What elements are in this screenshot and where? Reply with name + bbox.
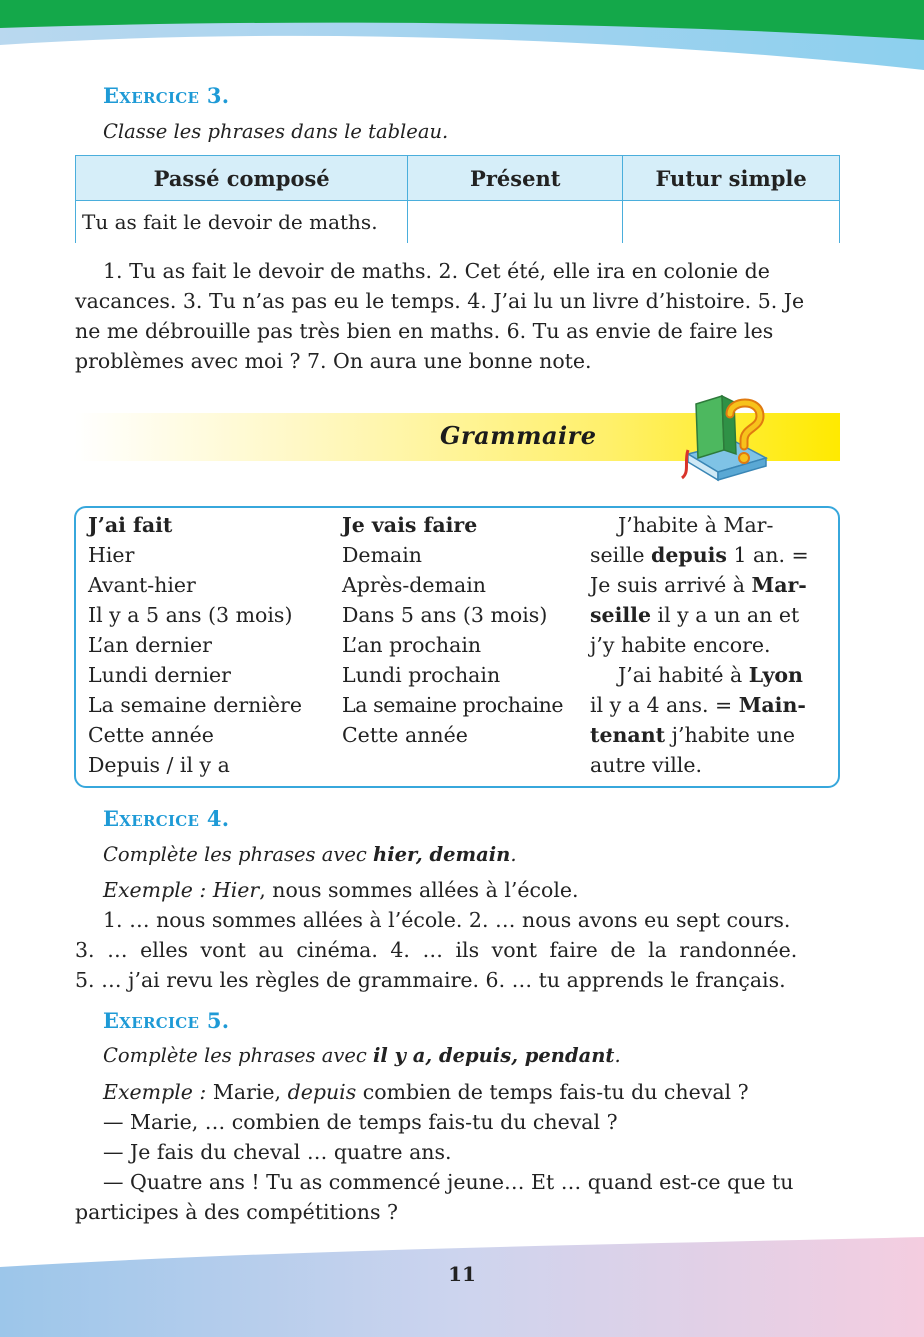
list-item: La semaine dernière (88, 693, 302, 717)
list-item: Il y a 5 ans (3 mois) (88, 603, 293, 627)
list-item: Avant-hier (88, 573, 196, 597)
page-number: 11 (448, 1262, 476, 1286)
sentence-line: problèmes avec moi ? 7. On aura une bonne note. (75, 349, 592, 373)
explanation-line: seille depuis 1 an. = (590, 543, 809, 567)
exercise-3-instruction: Classe les phrases dans le tableau. (103, 120, 449, 143)
exercise-4-title: Exercice 4. (103, 806, 230, 831)
table-cell-example: Tu as fait le devoir de maths. (76, 201, 408, 244)
list-item: Depuis / il y a (88, 753, 230, 777)
exercise-5-instruction: Complète les phrases avec il y a, depuis, pendant. (103, 1044, 621, 1067)
column-header-future: Je vais faire (342, 513, 478, 537)
exercise-3-sentences (75, 256, 840, 376)
list-item: Cette année (342, 723, 468, 747)
list-item: L’an dernier (88, 633, 212, 657)
table-cell-empty-present (408, 201, 623, 244)
sentence-line: 5. … j’ai revu les règles de grammaire. 6. … tu apprends le français. (75, 968, 786, 992)
grammar-column-past (88, 510, 302, 780)
top-decorative-band (0, 0, 924, 70)
explanation-line: seille il y a un an et (590, 603, 800, 627)
list-item: L’an prochain (342, 633, 482, 657)
list-item: La semaine prochaine (342, 693, 564, 717)
table-cell-empty-futur (623, 201, 840, 244)
list-item: Cette année (88, 723, 214, 747)
exercise-4-instruction: Complète les phrases avec hier, demain. (103, 843, 517, 866)
list-item: Hier (88, 543, 135, 567)
sentence-line: 3. … elles vont au cinéma. 4. … ils vont faire de la randonnée. (75, 938, 798, 962)
sentence-line: 1. Tu as fait le devoir de maths. 2. Cet été, elle ira en colonie de (103, 259, 770, 283)
column-header-past: J’ai fait (88, 513, 173, 537)
sentence-line: ne me débrouille pas très bien en maths. 6. Tu as envie de faire les (75, 319, 774, 343)
exercise-5-example: Exemple : Marie, depuis combien de temps fais-tu du cheval ? (103, 1080, 749, 1104)
dialogue-line: — Je fais du cheval … quatre ans. (103, 1140, 452, 1164)
list-item: Demain (342, 543, 422, 567)
explanation-line: Je suis arrivé à Mar- (590, 573, 807, 597)
explanation-line: autre ville. (590, 753, 703, 777)
exercise-4-sentences (75, 905, 840, 995)
sentence-line: 1. … nous sommes allées à l’école. 2. … nous avons eu sept cours. (103, 908, 791, 932)
header-present: Présent (408, 156, 623, 201)
grammar-column-explanation (590, 510, 809, 780)
explanation-line: il y a 4 ans. = Main- (590, 693, 806, 717)
list-item: Lundi dernier (88, 663, 231, 687)
grammar-column-future (342, 510, 563, 750)
tense-table (75, 155, 840, 243)
exercise-5-title: Exercice 5. (103, 1008, 230, 1033)
list-item: Lundi prochain (342, 663, 501, 687)
exercise-5-dialogue (75, 1107, 840, 1227)
bottom-decorative-band (0, 1237, 924, 1337)
dialogue-line: participes à des compétitions ? (75, 1200, 398, 1224)
explanation-line: j’y habite encore. (590, 633, 771, 657)
explanation-line: J’habite à Mar- (618, 513, 774, 537)
header-futur-simple: Futur simple (623, 156, 840, 201)
list-item: Après-demain (342, 573, 486, 597)
dialogue-line: — Marie, … combien de temps fais-tu du cheval ? (103, 1110, 618, 1134)
sentence-line: vacances. 3. Tu n’as pas eu le temps. 4. J’ai lu un livre d’histoire. 5. Je (75, 289, 805, 313)
exercise-3-title: Exercice 3. (103, 83, 230, 108)
explanation-line: J’ai habité à Lyon (618, 663, 803, 687)
exercise-4-example: Exemple : Hier, nous sommes allées à l’école. (103, 878, 579, 902)
header-passe-compose: Passé composé (76, 156, 408, 201)
explanation-line: tenant j’habite une (590, 723, 795, 747)
grammar-title: Grammaire (440, 421, 597, 450)
dialogue-line: — Quatre ans ! Tu as commencé jeune… Et … quand est-ce que tu (103, 1170, 794, 1194)
book-question-icon (680, 392, 772, 488)
list-item: Dans 5 ans (3 mois) (342, 603, 548, 627)
